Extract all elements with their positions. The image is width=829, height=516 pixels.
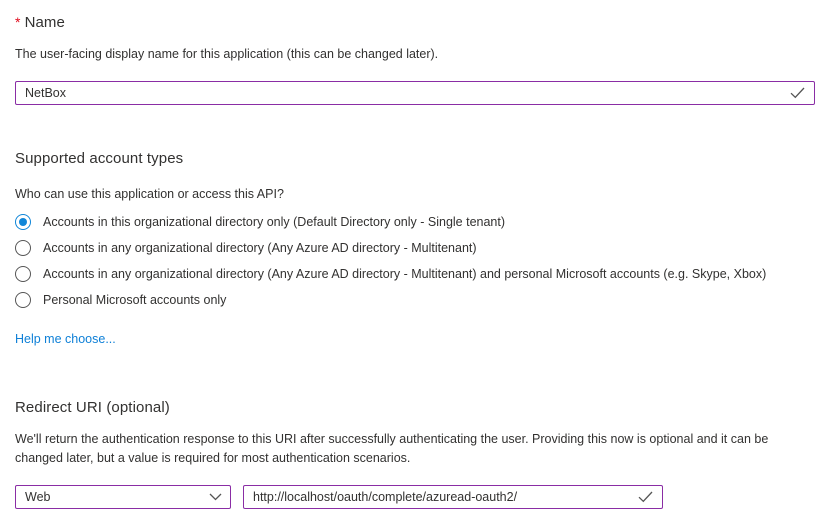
radio-option-label: Accounts in this organizational directory only (Default Directory only - Single tenant): [43, 215, 506, 229]
account-types-heading: Supported account types: [15, 150, 184, 167]
name-input-container: [15, 81, 815, 105]
account-type-radio-option[interactable]: [15, 261, 815, 287]
radio-option-label: Personal Microsoft accounts only: [43, 293, 227, 307]
platform-select-value: Web: [25, 490, 51, 504]
redirect-uri-input[interactable]: [244, 486, 662, 508]
name-description: The user-facing display name for this application (this can be changed later).: [15, 47, 439, 61]
name-label: Name: [24, 14, 65, 31]
account-types-radio-group: [15, 209, 815, 313]
checkmark-icon: [790, 87, 805, 99]
redirect-uri-heading: Redirect URI (optional): [15, 399, 170, 416]
radio-selected-icon[interactable]: [15, 214, 31, 230]
radio-unselected-icon[interactable]: [15, 266, 31, 282]
redirect-uri-input-container: [243, 485, 663, 509]
account-type-radio-option[interactable]: [15, 209, 815, 235]
redirect-uri-row: [15, 485, 815, 509]
radio-option-label: Accounts in any organizational directory (Any Azure AD directory - Multitenant): [43, 241, 477, 255]
account-types-question: Who can use this application or access this API?: [15, 187, 284, 201]
radio-option-label: Accounts in any organizational directory (Any Azure AD directory - Multitenant) and personal Microsoft accounts (e.g. Skype, Xbox): [43, 267, 767, 281]
redirect-uri-description: We'll return the authentication response to this URI after successfully authenticating the user. Providing this now is optional and it can be changed later, but a value is required for most authentication scenarios.: [15, 432, 769, 465]
radio-unselected-icon[interactable]: [15, 292, 31, 308]
required-asterisk: *: [15, 14, 21, 30]
account-type-radio-option[interactable]: [15, 235, 815, 261]
chevron-down-icon: [209, 493, 222, 501]
radio-unselected-icon[interactable]: [15, 240, 31, 256]
name-section-heading: [15, 12, 815, 33]
platform-select[interactable]: [15, 485, 231, 509]
name-input[interactable]: [16, 82, 814, 104]
checkmark-icon: [638, 491, 653, 503]
help-me-choose-link[interactable]: Help me choose...: [15, 332, 116, 346]
account-type-radio-option[interactable]: [15, 287, 815, 313]
